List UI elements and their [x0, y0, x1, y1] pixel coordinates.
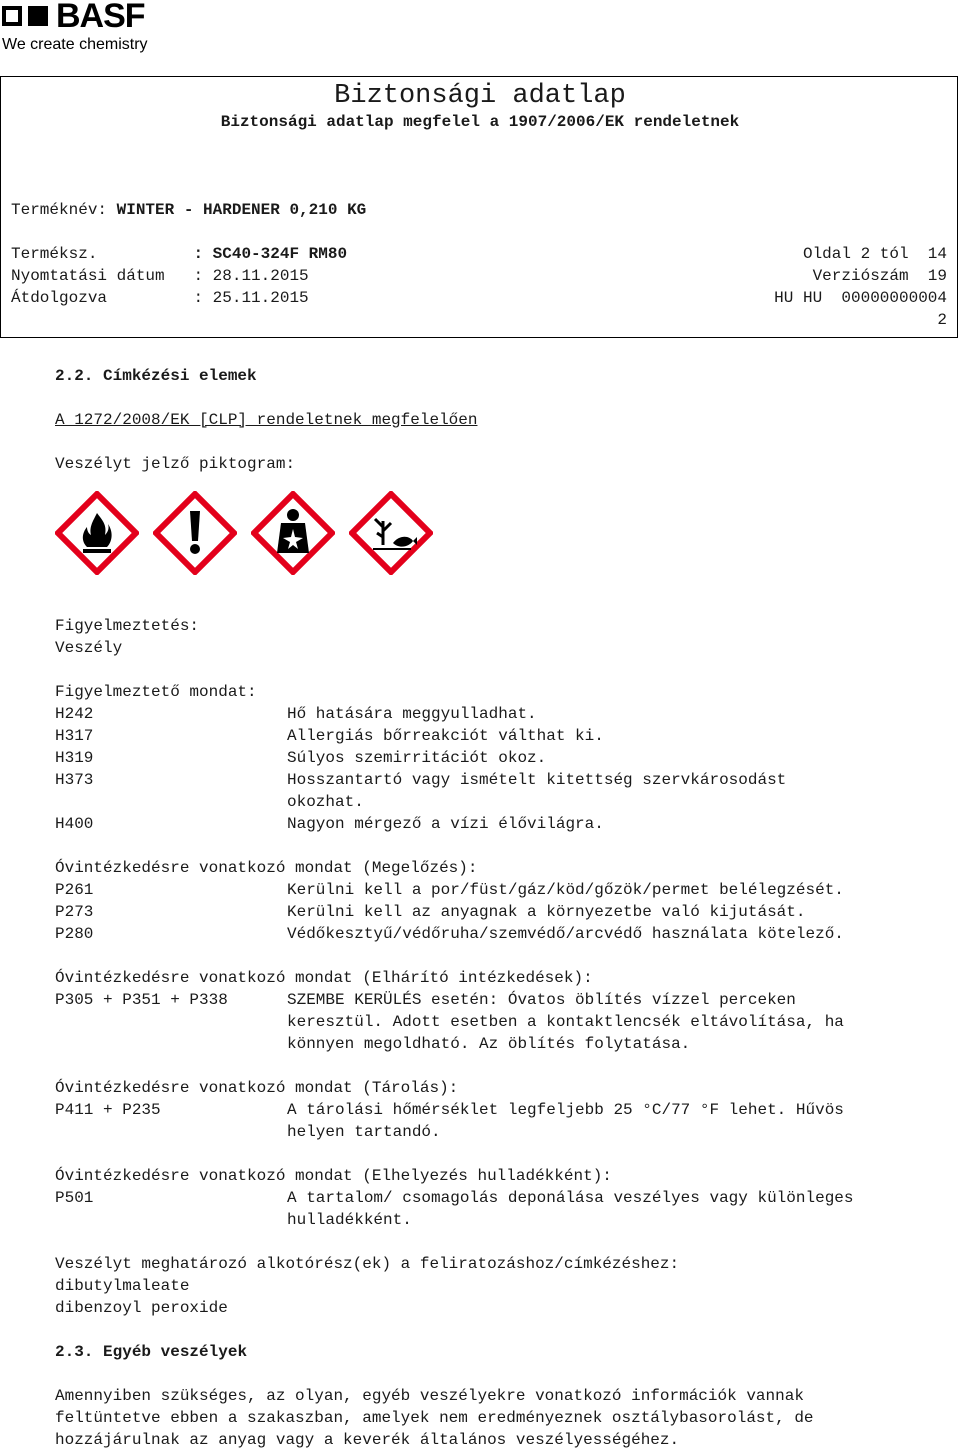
header-row-value: : SC40-324F RM80 [193, 245, 348, 263]
statement-code: H317 [55, 727, 94, 745]
logo-square-outline [2, 6, 22, 26]
header-box [0, 76, 958, 338]
p-storage-label: Óvintézkedésre vonatkozó mondat (Tárolás): [55, 1079, 459, 1097]
statement-text: Hő hatására meggyulladhat. [287, 705, 537, 723]
component-item: dibutylmaleate [55, 1277, 190, 1295]
p-statement-row [55, 879, 935, 901]
statement-code: P501 [55, 1189, 94, 1207]
regulation-text: A 1272/2008/EK [CLP] rendeletnek megfelelően [55, 411, 478, 429]
statement-code: P261 [55, 881, 94, 899]
document-title: Biztonsági adatlap [334, 81, 626, 111]
section-content [55, 365, 935, 1451]
statement-text: Súlyos szemirritációt okoz. [287, 749, 547, 767]
h-statement-row [55, 747, 935, 769]
statement-text: Allergiás bőrreakciót válthat ki. [287, 727, 604, 745]
tagline: We create chemistry [2, 36, 148, 53]
h-statements-label: Figyelmeztető mondat: [55, 683, 257, 701]
document-id-suffix: 2 [937, 311, 947, 329]
statement-text: A tartalom/ csomagolás deponálása veszélyes vagy különleges hulladékként. [287, 1189, 854, 1229]
statement-text: Kerülni kell az anyagnak a környezetbe való kijutását. [287, 903, 806, 921]
pictogram-row [55, 491, 935, 579]
header-row-label: Nyomtatási dátum [11, 267, 194, 285]
header-row-revised [11, 289, 309, 307]
statement-code: H319 [55, 749, 94, 767]
signal-word: Veszély [55, 639, 123, 657]
basf-logo [2, 0, 148, 54]
statement-text: Hosszantartó vagy ismételt kitettség szervkárosodást okozhat. [287, 771, 787, 811]
p-statement-row [55, 989, 935, 1055]
heading-text: Egyéb veszélyek [103, 1343, 248, 1361]
section-heading: 2.2. Címkézési elemek [55, 367, 257, 385]
statement-code: P280 [55, 925, 94, 943]
statement-code: P411 + P235 [55, 1101, 161, 1119]
product-line [11, 201, 366, 219]
h-statement-row [55, 769, 935, 813]
h-statement-row [55, 703, 935, 725]
product-name: WINTER - HARDENER 0,210 KG [116, 201, 367, 219]
statement-code: H242 [55, 705, 94, 723]
statement-text: A tárolási hőmérséklet legfeljebb 25 °C/77 °F lehet. Hűvös helyen tartandó. [287, 1101, 844, 1141]
statement-text: Védőkesztyű/védőruha/szemvédő/arcvédő használata kötelező. [287, 925, 844, 943]
logo-square-solid [28, 6, 48, 26]
logo-text: BASF [56, 0, 145, 35]
p-prevention-label: Óvintézkedésre vonatkozó mondat (Megelőzés): [55, 859, 478, 877]
other-hazards-text: Amennyiben szükséges, az olyan, egyéb veszélyekre vonatkozó információk vannak feltüntetve ebben a szakaszban, amelyek nem eredményeznek osztálybasorolást, de hozzájárulnak az anyag vagy a keverék általános veszélyességéhez. [55, 1387, 814, 1449]
health-hazard-icon [251, 491, 335, 575]
statement-text: Kerülni kell a por/füst/gáz/köd/gőzök/permet belélegzését. [287, 881, 844, 899]
component-item: dibenzoyl peroxide [55, 1299, 228, 1317]
p-response-label: Óvintézkedésre vonatkozó mondat (Elhárító intézkedések): [55, 969, 593, 987]
document-subtitle: Biztonsági adatlap megfelel a 1907/2006/EK rendeletnek [220, 113, 740, 131]
version-number: Verziószám 19 [812, 267, 947, 285]
heading-number: 2.3. [55, 1343, 94, 1361]
header-row-value: : 28.11.2015 [193, 267, 309, 285]
statement-text: SZEMBE KERÜLÉS esetén: Óvatos öblítés vízzel perceken keresztül. Adott esetben a kontaktlencsék eltávolítása, ha könnyen megoldható. Az öblítés folytatása. [287, 991, 844, 1053]
header-row-product-number [11, 245, 347, 263]
environment-icon [349, 491, 433, 575]
statement-code: P273 [55, 903, 94, 921]
statement-code: H400 [55, 815, 94, 833]
header-row-print-date [11, 267, 309, 285]
flame-icon [55, 491, 139, 575]
header-row-label: Terméksz. [11, 245, 194, 263]
statement-text: Nagyon mérgező a vízi élővilágra. [287, 815, 604, 833]
p-disposal-label: Óvintézkedésre vonatkozó mondat (Elhelyezés hulladékként): [55, 1167, 612, 1185]
exclamation-icon [153, 491, 237, 575]
header-row-label: Átdolgozva [11, 289, 194, 307]
p-statement-row [55, 1099, 935, 1143]
product-label: Terméknév: [11, 201, 117, 219]
h-statement-row [55, 813, 935, 835]
p-statement-row [55, 923, 935, 945]
statement-code: P305 + P351 + P338 [55, 991, 228, 1009]
page-indicator: Oldal 2 tól 14 [802, 245, 947, 263]
document-id: HU HU 00000000004 [774, 289, 947, 307]
p-statement-row [55, 1187, 935, 1231]
other-hazards-heading [55, 1341, 935, 1363]
h-statement-row [55, 725, 935, 747]
statement-code: H373 [55, 771, 94, 789]
signal-label: Figyelmeztetés: [55, 617, 200, 635]
header-row-value: : 25.11.2015 [193, 289, 309, 307]
pictogram-label: Veszélyt jelző piktogram: [55, 455, 296, 473]
p-statement-row [55, 901, 935, 923]
components-label: Veszélyt meghatározó alkotórész(ek) a feliratozáshoz/címkézéshez: [55, 1255, 680, 1273]
